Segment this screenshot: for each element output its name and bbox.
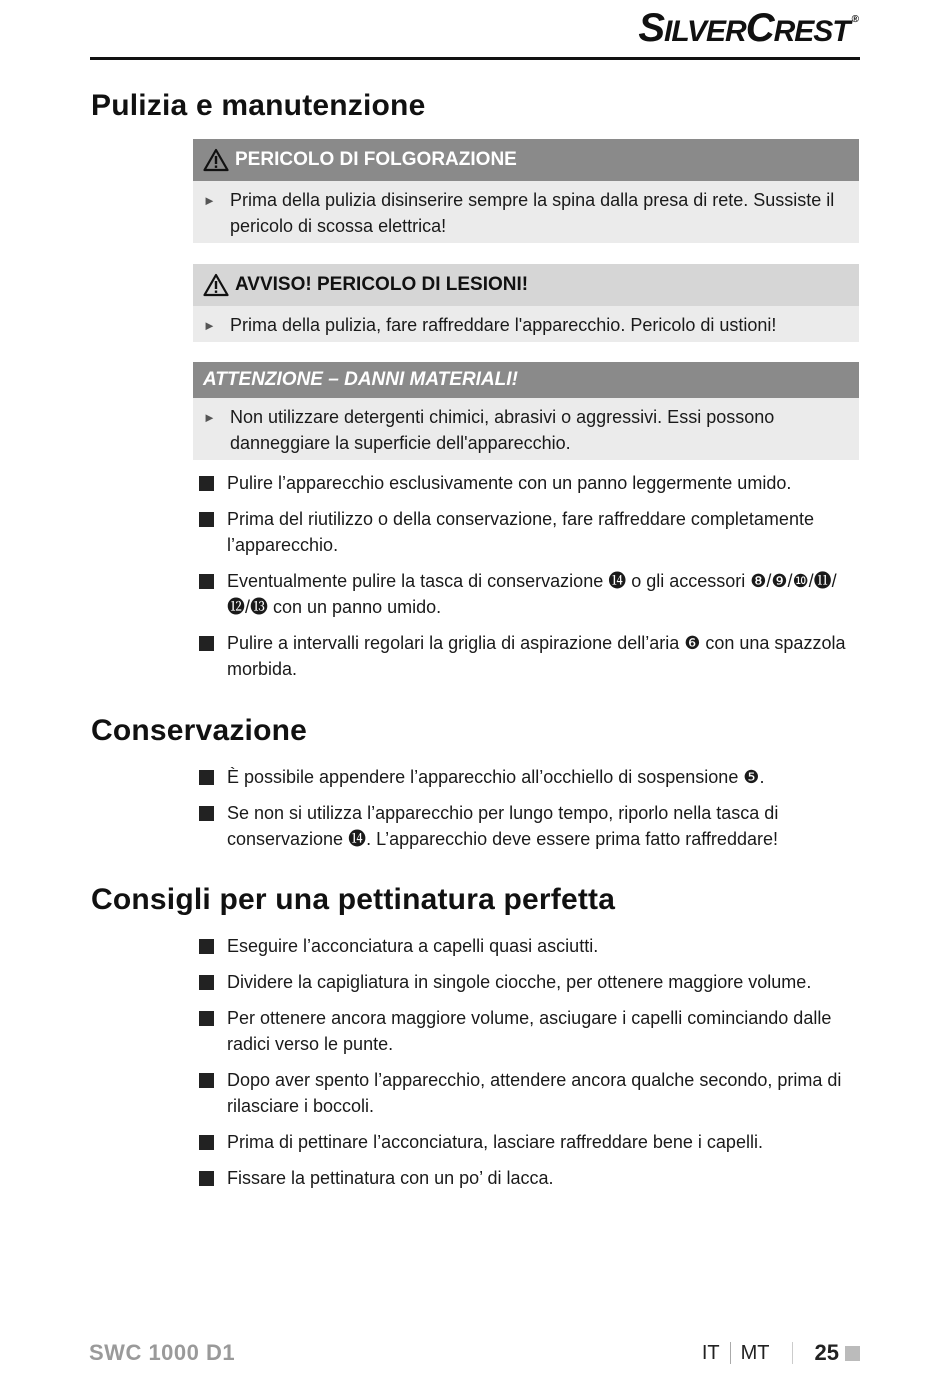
list-item (199, 1165, 859, 1191)
footer-lang-it: IT (701, 1341, 720, 1364)
header-rule (90, 57, 860, 60)
arrow-icon: ► (203, 318, 216, 333)
bullet-square-icon (199, 1171, 214, 1186)
list-item-text: Dividere la capigliatura in singole ciocche, per ottenere maggiore volume. (227, 972, 812, 992)
bullet-square-icon (199, 975, 214, 990)
warning-body (193, 398, 859, 460)
list-item (199, 1005, 859, 1057)
arrow-icon: ► (203, 193, 216, 208)
list-item-text: Per ottenere ancora maggiore volume, asciugare i capelli cominciando dalle radici verso le punte. (227, 1008, 832, 1054)
bullet-square-icon (199, 512, 214, 527)
bullet-square-icon (199, 636, 214, 651)
warning-triangle-icon (203, 273, 229, 297)
logo-text: ILVER (664, 15, 746, 48)
warning-text: Non utilizzare detergenti chimici, abrasivi o aggressivi. Essi possono danneggiare la superficie dell'apparecchio. (230, 407, 775, 453)
list-item-text: Eseguire l’acconciatura a capelli quasi asciutti. (227, 936, 599, 956)
list-item (199, 470, 859, 496)
arrow-icon: ► (203, 410, 216, 425)
bullet-square-icon (199, 770, 214, 785)
page-number: 25 (814, 1340, 839, 1365)
warning-text: Prima della pulizia disinserire sempre la spina dalla presa di rete. Sussiste il pericolo di scossa elettrica! (230, 190, 835, 236)
bullet-square-icon (199, 1011, 214, 1026)
page-marker-icon (845, 1346, 860, 1361)
list-item-text: Prima del riutilizzo o della conservazione, fare raffreddare completamente l’apparecchio. (227, 509, 814, 555)
list-item-text: Pulire a intervalli regolari la griglia di aspirazione dell’aria ❻ con una spazzola morbida. (227, 633, 846, 679)
warning-title: AVVISO! PERICOLO DI LESIONI! (235, 274, 529, 295)
bullet-square-icon (199, 476, 214, 491)
warning-body (193, 181, 859, 243)
list-item (199, 933, 859, 959)
bullet-square-icon (199, 1135, 214, 1150)
section-title-cleaning: Pulizia e manutenzione (91, 89, 426, 122)
list-item (199, 969, 859, 995)
logo-letter: C (745, 6, 774, 50)
logo-text: REST (773, 15, 850, 48)
bullet-square-icon (199, 1073, 214, 1088)
list-item-text: Pulire l’apparecchio esclusivamente con un panno leggermente umido. (227, 473, 792, 493)
footer-model: SWC 1000 D1 (89, 1340, 236, 1365)
warning-box-shock (193, 139, 859, 243)
footer-divider (730, 1342, 731, 1364)
warning-title: PERICOLO DI FOLGORAZIONE (235, 149, 517, 170)
list-item-text: Dopo aver spento l’apparecchio, attendere ancora qualche secondo, prima di rilasciare i boccoli. (227, 1070, 842, 1116)
warning-header (193, 139, 859, 181)
list-item (199, 764, 859, 790)
list-item-text: È possibile appendere l’apparecchio all’occhiello di sospensione ❺. (227, 767, 765, 787)
warning-body (193, 306, 859, 342)
warning-header (193, 362, 859, 398)
footer-lang-mt: MT (740, 1341, 770, 1364)
list-item (199, 630, 859, 682)
list-item-text: Fissare la pettinatura con un po’ di lacca. (227, 1168, 554, 1188)
warning-header (193, 264, 859, 306)
list-item-text: Eventualmente pulire la tasca di conservazione ⓮ o gli accessori ❽/❾/❿/⓫/⓬/⓭ con un panno umido. (227, 571, 837, 617)
bullet-square-icon (199, 574, 214, 589)
cleaning-list (199, 470, 859, 692)
warning-text: Prima della pulizia, fare raffreddare l'apparecchio. Pericolo di ustioni! (230, 315, 777, 335)
list-item (199, 1129, 859, 1155)
warning-box-injury (193, 264, 859, 342)
registered-mark: ® (851, 14, 858, 25)
warning-title: ATTENZIONE – DANNI MATERIALI! (203, 369, 518, 390)
storage-list (199, 764, 859, 862)
brand-logo (638, 6, 858, 51)
list-item (199, 568, 859, 620)
section-title-tips: Consigli per una pettinatura perfetta (91, 883, 616, 916)
footer-pagination (702, 1340, 860, 1366)
logo-letter: S (638, 6, 665, 50)
list-item (199, 800, 859, 852)
warning-triangle-icon (203, 148, 229, 172)
list-item-text: Prima di pettinare l’acconciatura, lasciare raffreddare bene i capelli. (227, 1132, 763, 1152)
tips-list (199, 933, 859, 1201)
section-title-storage: Conservazione (91, 714, 307, 747)
list-item (199, 506, 859, 558)
bullet-square-icon (199, 806, 214, 821)
bullet-square-icon (199, 939, 214, 954)
footer-divider (792, 1342, 793, 1364)
list-item (199, 1067, 859, 1119)
warning-box-damage (193, 362, 859, 460)
list-item-text: Se non si utilizza l’apparecchio per lungo tempo, riporlo nella tasca di conservazione ⓮. L’apparecchio deve essere prima fatto raffreddare! (227, 803, 779, 849)
